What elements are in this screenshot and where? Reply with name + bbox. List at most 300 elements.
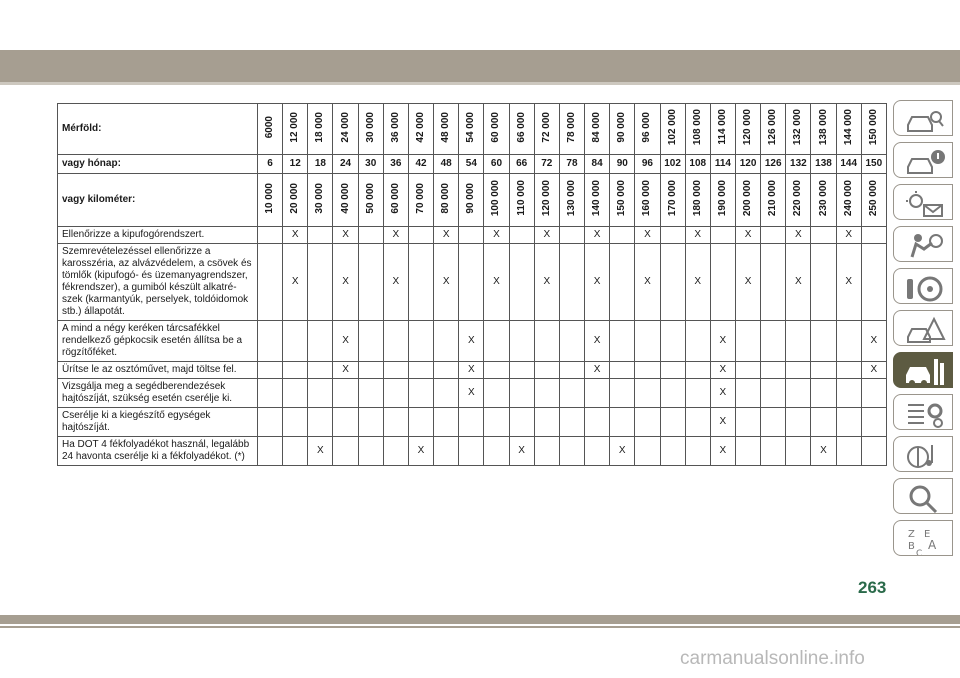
schedule-mark: [383, 408, 408, 437]
months-row-cell: 132: [786, 155, 811, 174]
km-row: [58, 174, 887, 227]
months-row-cell: 6: [258, 155, 283, 174]
km-row-cell: [358, 174, 383, 227]
miles-row-cell: [484, 104, 509, 155]
schedule-mark: [358, 244, 383, 321]
schedule-mark: [761, 244, 786, 321]
schedule-mark: [333, 408, 358, 437]
months-row-cell: 84: [585, 155, 610, 174]
schedule-mark: [408, 321, 433, 362]
svg-text:B: B: [908, 541, 915, 552]
sidebar-tab-car-breakdown[interactable]: [893, 310, 953, 346]
schedule-mark: [258, 408, 283, 437]
table-row: [58, 408, 887, 437]
miles-row-cell: [459, 104, 484, 155]
schedule-mark: [308, 244, 333, 321]
km-row-cell: [836, 174, 861, 227]
schedule-mark: X: [585, 362, 610, 379]
miles-row-value: 84 000: [591, 111, 603, 143]
schedule-mark: [308, 362, 333, 379]
miles-row-cell: [283, 104, 308, 155]
schedule-mark: [610, 408, 635, 437]
schedule-mark: X: [459, 379, 484, 408]
km-row-cell: [861, 174, 886, 227]
schedule-mark: X: [610, 437, 635, 466]
schedule-mark: [258, 437, 283, 466]
schedule-mark: [610, 244, 635, 321]
schedule-mark: [509, 379, 534, 408]
sidebar-tab-music-nav[interactable]: [893, 436, 953, 472]
months-row-cell: 24: [333, 155, 358, 174]
schedule-mark: [258, 362, 283, 379]
schedule-mark: [283, 321, 308, 362]
sidebar-tab-car-lights[interactable]: [893, 184, 953, 220]
schedule-mark: [735, 379, 760, 408]
months-row-cell: 30: [358, 155, 383, 174]
schedule-mark: X: [786, 227, 811, 244]
miles-row-cell: [735, 104, 760, 155]
miles-row-value: 12 000: [289, 111, 301, 143]
months-row-cell: 54: [459, 155, 484, 174]
schedule-mark: [509, 227, 534, 244]
schedule-mark: [358, 227, 383, 244]
schedule-mark: X: [811, 437, 836, 466]
schedule-mark: [559, 244, 584, 321]
km-row-value: 200 000: [742, 179, 754, 217]
schedule-mark: [383, 321, 408, 362]
schedule-mark: X: [635, 244, 660, 321]
sidebar-tab-search[interactable]: [893, 478, 953, 514]
months-row-cell: 144: [836, 155, 861, 174]
schedule-mark: [585, 379, 610, 408]
months-row: [58, 155, 887, 174]
task-label: Cserélje ki a kiegészítő egységek hajtószíját.: [58, 408, 258, 437]
schedule-mark: [761, 227, 786, 244]
schedule-mark: [509, 362, 534, 379]
schedule-mark: [685, 437, 710, 466]
schedule-mark: [484, 437, 509, 466]
schedule-mark: X: [459, 321, 484, 362]
watermark: carmanualsonline.info: [680, 648, 865, 669]
schedule-mark: [836, 437, 861, 466]
km-row-value: 150 000: [616, 179, 628, 217]
miles-row-cell: [509, 104, 534, 155]
schedule-mark: [786, 321, 811, 362]
schedule-mark: X: [333, 227, 358, 244]
miles-row-cell: [811, 104, 836, 155]
km-row-cell: [635, 174, 660, 227]
schedule-mark: X: [585, 321, 610, 362]
km-row-cell: [761, 174, 786, 227]
schedule-mark: [811, 244, 836, 321]
schedule-mark: [358, 379, 383, 408]
miles-row-value: 108 000: [691, 108, 703, 146]
schedule-mark: X: [333, 321, 358, 362]
schedule-mark: [308, 227, 333, 244]
schedule-mark: [635, 379, 660, 408]
svg-text:Z: Z: [908, 529, 915, 540]
miles-row-cell: [534, 104, 559, 155]
schedule-mark: [811, 408, 836, 437]
schedule-mark: [861, 408, 886, 437]
schedule-mark: [861, 437, 886, 466]
schedule-mark: [861, 379, 886, 408]
svg-text:A: A: [928, 538, 937, 552]
schedule-mark: [660, 321, 685, 362]
km-row-label: vagy kilométer:: [58, 174, 258, 227]
miles-row-value: 144 000: [842, 108, 854, 146]
schedule-mark: [383, 437, 408, 466]
schedule-mark: [434, 408, 459, 437]
schedule-mark: [308, 408, 333, 437]
km-row-value: 50 000: [364, 182, 376, 214]
schedule-mark: [635, 362, 660, 379]
km-row-value: 230 000: [817, 179, 829, 217]
miles-row-value: 24 000: [339, 111, 351, 143]
table-row: [58, 437, 887, 466]
table-row: [58, 379, 887, 408]
months-row-cell: 18: [308, 155, 333, 174]
schedule-mark: [484, 379, 509, 408]
km-row-value: 180 000: [691, 179, 703, 217]
schedule-mark: [610, 321, 635, 362]
schedule-mark: X: [735, 244, 760, 321]
schedule-mark: [836, 321, 861, 362]
km-row-value: 100 000: [490, 179, 502, 217]
km-row-cell: [710, 174, 735, 227]
schedule-mark: [610, 227, 635, 244]
task-label: Ürítse le az osztóművet, majd töltse fel.: [58, 362, 258, 379]
km-row-value: 160 000: [641, 179, 653, 217]
schedule-mark: [635, 408, 660, 437]
schedule-mark: [434, 321, 459, 362]
table-row: [58, 321, 887, 362]
months-row-cell: 78: [559, 155, 584, 174]
miles-row-value: 126 000: [767, 108, 779, 146]
miles-row-value: 60 000: [490, 111, 502, 143]
miles-row-value: 66 000: [515, 111, 527, 143]
km-row-cell: [585, 174, 610, 227]
km-row-value: 210 000: [767, 179, 779, 217]
schedule-mark: X: [333, 244, 358, 321]
schedule-mark: [559, 362, 584, 379]
miles-row-value: 42 000: [415, 111, 427, 143]
schedule-mark: [559, 437, 584, 466]
schedule-mark: [811, 321, 836, 362]
schedule-mark: [283, 408, 308, 437]
bottom-band: [0, 615, 960, 624]
schedule-mark: X: [861, 362, 886, 379]
schedule-mark: [358, 321, 383, 362]
schedule-mark: [836, 379, 861, 408]
schedule-mark: [811, 362, 836, 379]
km-row-cell: [333, 174, 358, 227]
km-row-cell: [383, 174, 408, 227]
miles-row-value: 96 000: [641, 111, 653, 143]
schedule-mark: [408, 227, 433, 244]
schedule-mark: X: [585, 244, 610, 321]
miles-row-value: 18 000: [314, 111, 326, 143]
task-label: Ha DOT 4 fékfolyadékot használ, legalább 24 havonta cserélje ki a fékfolyadékot. (*): [58, 437, 258, 466]
maintenance-schedule-table: [57, 103, 887, 466]
page-number: 263: [858, 578, 887, 597]
schedule-mark: [811, 379, 836, 408]
km-row-value: 190 000: [716, 179, 728, 217]
schedule-mark: [786, 379, 811, 408]
miles-row-cell: [383, 104, 408, 155]
km-row-cell: [283, 174, 308, 227]
miles-row-cell: [710, 104, 735, 155]
sidebar-tab-settings-list[interactable]: [893, 394, 953, 430]
schedule-mark: X: [383, 227, 408, 244]
miles-row-cell: [761, 104, 786, 155]
months-row-cell: 150: [861, 155, 886, 174]
schedule-mark: [283, 379, 308, 408]
km-row-value: 80 000: [440, 182, 452, 214]
schedule-mark: [258, 321, 283, 362]
km-row-cell: [258, 174, 283, 227]
schedule-mark: [408, 362, 433, 379]
km-row-cell: [559, 174, 584, 227]
months-row-cell: 138: [811, 155, 836, 174]
schedule-mark: [459, 408, 484, 437]
table-row: [58, 362, 887, 379]
schedule-mark: [408, 408, 433, 437]
svg-text:C: C: [916, 549, 923, 555]
miles-row-value: 54 000: [465, 111, 477, 143]
schedule-mark: [459, 437, 484, 466]
schedule-mark: X: [333, 362, 358, 379]
km-row-value: 90 000: [465, 182, 477, 214]
km-row-cell: [408, 174, 433, 227]
miles-row-cell: [861, 104, 886, 155]
km-row-value: 110 000: [515, 180, 527, 216]
km-row-cell: [509, 174, 534, 227]
km-row-value: 120 000: [540, 179, 552, 217]
schedule-mark: [258, 379, 283, 408]
sidebar-tab-alphabet-index[interactable]: [893, 520, 953, 556]
schedule-mark: X: [685, 244, 710, 321]
schedule-mark: [459, 244, 484, 321]
schedule-mark: [786, 362, 811, 379]
km-row-cell: [459, 174, 484, 227]
schedule-mark: X: [408, 437, 433, 466]
schedule-mark: [735, 362, 760, 379]
km-row-cell: [685, 174, 710, 227]
schedule-mark: [434, 437, 459, 466]
miles-row-value: 150 000: [867, 108, 879, 146]
months-row-cell: 72: [534, 155, 559, 174]
km-row-value: 70 000: [415, 182, 427, 214]
schedule-mark: [610, 379, 635, 408]
schedule-mark: [861, 244, 886, 321]
schedule-mark: X: [308, 437, 333, 466]
months-row-label: vagy hónap:: [58, 155, 258, 174]
miles-row-cell: [258, 104, 283, 155]
schedule-mark: [685, 362, 710, 379]
km-row-value: 140 000: [591, 179, 603, 217]
miles-row-value: 90 000: [616, 111, 628, 143]
km-row-cell: [811, 174, 836, 227]
schedule-mark: [660, 437, 685, 466]
miles-row-cell: [408, 104, 433, 155]
schedule-mark: [534, 321, 559, 362]
km-row-cell: [786, 174, 811, 227]
schedule-mark: X: [585, 227, 610, 244]
months-row-cell: 36: [383, 155, 408, 174]
schedule-mark: X: [283, 244, 308, 321]
schedule-mark: X: [434, 244, 459, 321]
schedule-mark: [408, 244, 433, 321]
schedule-mark: [383, 379, 408, 408]
schedule-mark: [585, 408, 610, 437]
schedule-mark: X: [685, 227, 710, 244]
schedule-mark: [761, 379, 786, 408]
task-label: A mind a négy keréken tárcsafékkel rendelkező gépkocsik esetén állítsa be a rögzítőféket.: [58, 321, 258, 362]
sidebar-tab-car-warning[interactable]: [893, 142, 953, 178]
schedule-mark: [735, 437, 760, 466]
schedule-mark: [660, 408, 685, 437]
schedule-mark: [710, 227, 735, 244]
schedule-mark: X: [710, 437, 735, 466]
schedule-mark: [258, 244, 283, 321]
miles-row-cell: [585, 104, 610, 155]
months-row-cell: 42: [408, 155, 433, 174]
schedule-mark: [333, 437, 358, 466]
miles-row-cell: [610, 104, 635, 155]
miles-row-cell: [333, 104, 358, 155]
sidebar-tab-car-search[interactable]: [893, 100, 953, 136]
months-row-cell: 12: [283, 155, 308, 174]
schedule-mark: [660, 362, 685, 379]
schedule-mark: X: [836, 244, 861, 321]
schedule-mark: [811, 227, 836, 244]
miles-row-value: 102 000: [666, 108, 678, 146]
schedule-mark: [308, 379, 333, 408]
schedule-mark: [635, 321, 660, 362]
km-row-value: 40 000: [339, 182, 351, 214]
miles-row-value: 72 000: [540, 111, 552, 143]
miles-row-cell: [685, 104, 710, 155]
schedule-mark: [283, 362, 308, 379]
months-row-cell: 120: [735, 155, 760, 174]
schedule-mark: [685, 408, 710, 437]
task-label: Szemrevételezéssel ellenőrizze a karosszéria, az alvázvédelem, a csövek és tömlők (kipufogó- és üzemanyagrendszer, fékrendszer), a gumiból készült alkatrészek (karmantyúk, perselyek, toldóidomok stb.) állapotát.: [58, 244, 258, 321]
schedule-mark: X: [459, 362, 484, 379]
miles-row-cell: [836, 104, 861, 155]
km-row-cell: [434, 174, 459, 227]
task-label: Ellenőrizze a kipufogórendszert.: [58, 227, 258, 244]
schedule-mark: X: [836, 227, 861, 244]
schedule-mark: [585, 437, 610, 466]
schedule-mark: [559, 379, 584, 408]
miles-row-value: 30 000: [364, 111, 376, 143]
sidebar-tab-steering-wheel[interactable]: [893, 268, 953, 304]
miles-row: [58, 104, 887, 155]
schedule-mark: [283, 437, 308, 466]
svg-text:E: E: [924, 529, 931, 540]
miles-row-label: Mérföld:: [58, 104, 258, 155]
schedule-mark: [358, 362, 383, 379]
schedule-mark: [559, 227, 584, 244]
schedule-mark: [534, 379, 559, 408]
schedule-mark: X: [786, 244, 811, 321]
sidebar-tab-car-service[interactable]: [893, 352, 953, 388]
schedule-mark: X: [534, 244, 559, 321]
schedule-mark: X: [861, 321, 886, 362]
months-row-cell: 66: [509, 155, 534, 174]
top-band-line: [0, 82, 960, 85]
schedule-mark: [534, 408, 559, 437]
schedule-mark: [559, 408, 584, 437]
schedule-mark: X: [484, 227, 509, 244]
km-row-cell: [735, 174, 760, 227]
km-row-value: 30 000: [314, 182, 326, 214]
schedule-mark: [660, 379, 685, 408]
km-row-cell: [610, 174, 635, 227]
schedule-mark: [258, 227, 283, 244]
months-row-cell: 90: [610, 155, 635, 174]
schedule-mark: [660, 227, 685, 244]
schedule-mark: [509, 321, 534, 362]
km-row-cell: [660, 174, 685, 227]
miles-row-value: 36 000: [389, 111, 401, 143]
task-label: Vizsgálja meg a segédberendezések hajtószíját, szükség esetén cserélje ki.: [58, 379, 258, 408]
schedule-mark: X: [383, 244, 408, 321]
table-row: [58, 244, 887, 321]
months-row-cell: 108: [685, 155, 710, 174]
schedule-mark: X: [509, 437, 534, 466]
miles-row-value: 48 000: [440, 111, 452, 143]
schedule-mark: [610, 362, 635, 379]
miles-row-value: 78 000: [565, 111, 577, 143]
miles-row-value: 6000: [264, 115, 276, 139]
km-row-value: 240 000: [842, 179, 854, 217]
km-row-value: 10 000: [264, 182, 276, 214]
miles-row-value: 132 000: [792, 108, 804, 146]
schedule-mark: [333, 379, 358, 408]
km-row-cell: [484, 174, 509, 227]
sidebar-tab-car-airbag[interactable]: [893, 226, 953, 262]
schedule-mark: [509, 408, 534, 437]
km-row-cell: [534, 174, 559, 227]
schedule-mark: [685, 321, 710, 362]
miles-row-cell: [786, 104, 811, 155]
schedule-mark: [685, 379, 710, 408]
table-row: [58, 227, 887, 244]
months-row-cell: 48: [434, 155, 459, 174]
miles-row-cell: [635, 104, 660, 155]
schedule-mark: [434, 379, 459, 408]
miles-row-cell: [559, 104, 584, 155]
miles-row-value: 120 000: [742, 108, 754, 146]
schedule-mark: [761, 437, 786, 466]
schedule-mark: [761, 362, 786, 379]
months-row-cell: 114: [710, 155, 735, 174]
schedule-mark: X: [710, 321, 735, 362]
schedule-mark: [786, 408, 811, 437]
schedule-mark: [786, 437, 811, 466]
km-row-value: 20 000: [289, 182, 301, 214]
schedule-mark: X: [710, 408, 735, 437]
schedule-mark: [484, 362, 509, 379]
months-row-cell: 102: [660, 155, 685, 174]
schedule-mark: X: [283, 227, 308, 244]
schedule-mark: X: [484, 244, 509, 321]
schedule-mark: X: [635, 227, 660, 244]
miles-row-cell: [358, 104, 383, 155]
km-row-value: 250 000: [867, 179, 879, 217]
